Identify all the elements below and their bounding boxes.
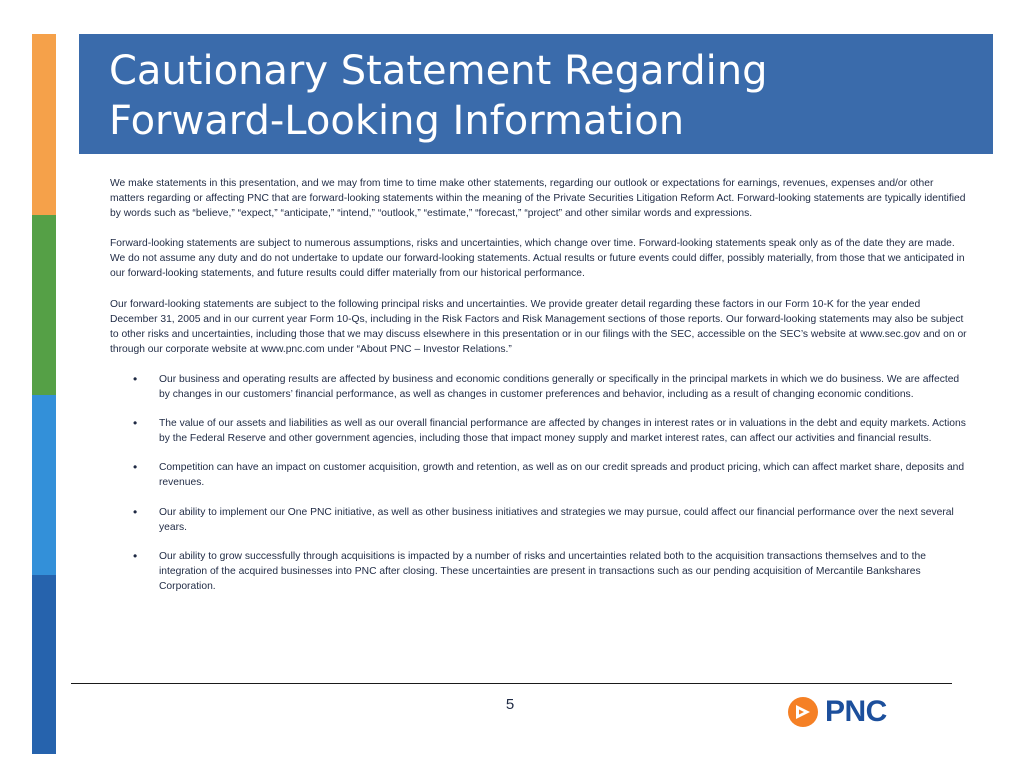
footer-divider [71, 683, 952, 684]
pnc-logo [787, 694, 917, 730]
risks-paragraph: Our forward-looking statements are subject to the following principal risks and uncertainties. We provide greater detail regarding these factors in our Form 10-K for the year ended December 31, 2005 and in our current year Form 10-Qs, including in the Risk Factors and Risk Management sections of those reports. Our forward-looking statements may also be subject to other risks and uncertainties, including those that we may discuss elsewhere in this presentation or in our filings with the SEC, accessible on the SEC’s website at www.sec.gov and on or through our corporate website at www.pnc.com under “About PNC – Investor Relations.” [110, 298, 967, 355]
side-color-bar [32, 34, 56, 754]
side-bar-light-blue-segment [32, 395, 56, 575]
pnc-triangle-logo-icon [787, 696, 819, 728]
list-item [110, 372, 970, 402]
list-item-text: Our ability to implement our One PNC initiative, as well as other business initiatives and strategies we may pursue, could affect our financial performance over the next several years. [159, 506, 954, 533]
bullet-icon: • [133, 504, 138, 519]
list-item-text: The value of our assets and liabilities as well as our overall financial performance are affected by changes in interest rates or in valuations in the debt and equity markets. Actions by the Federal Reserve and other government agencies, including those that impact money supply and market interest rates, can affect our activities and financial results. [159, 418, 966, 445]
bullet-icon: • [133, 460, 138, 475]
side-bar-dark-blue-segment [32, 575, 56, 754]
bullet-icon: • [133, 371, 138, 386]
side-bar-orange-segment [32, 34, 56, 215]
list-item-text: Competition can have an impact on customer acquisition, growth and retention, as well as on our credit spreads and product pricing, which can affect market share, deposits and revenues. [159, 462, 965, 489]
list-item-text: Our business and operating results are affected by business and economic conditions generally or specifically in the principal markets in which we do business. We are affected by changes in our customers’ financial performance, as well as changes in customer preferences and behavior, including as a result of changing economic conditions. [159, 373, 960, 401]
risk-factor-list [110, 372, 970, 594]
assumptions-paragraph: Forward-looking statements are subject to numerous assumptions, risks and uncertainties, which change over time. Forward-looking statements speak only as of the date they are made. We do not assume any duty and do not undertake to update our forward-looking statements. Actual results or future events could differ, possibly materially, from those that we anticipated in our forward-looking statements, and future results could differ materially from our historical performance. [110, 238, 965, 280]
list-item [110, 505, 970, 535]
list-item-text: Our ability to grow successfully through acquisitions is impacted by a number of risks and uncertainties related both to the acquisition transactions themselves and to the integration of the acquired businesses into PNC after closing. These uncertainties are present in transactions such as our pending acquisition of Mercantile Bankshares Corporation. [159, 550, 926, 592]
side-bar-green-segment [32, 215, 56, 395]
list-item [110, 416, 970, 446]
intro-paragraph: We make statements in this presentation, and we may from time to time make other statements, regarding our outlook or expectations for earnings, revenues, expenses and/or other matters regarding or affecting PNC that are forward-looking statements within the meaning of the Private Securities Litigation Reform Act. Forward-looking statements are typically identified by words such as “believe,” “expect,” “anticipate,” “intend,” “outlook,” “estimate,” “forecast,” “project” and other similar words and expressions. [110, 178, 966, 220]
slide-title: Cautionary Statement Regarding Forward-Looking Information [109, 48, 768, 144]
bullet-icon: • [133, 548, 138, 563]
slide-body [110, 176, 970, 608]
title-band [79, 34, 993, 154]
list-item [110, 549, 970, 594]
logo-wordmark: PNC [825, 695, 887, 728]
list-item [110, 460, 970, 490]
bullet-icon: • [133, 416, 138, 431]
page-number: 5 [505, 696, 515, 713]
